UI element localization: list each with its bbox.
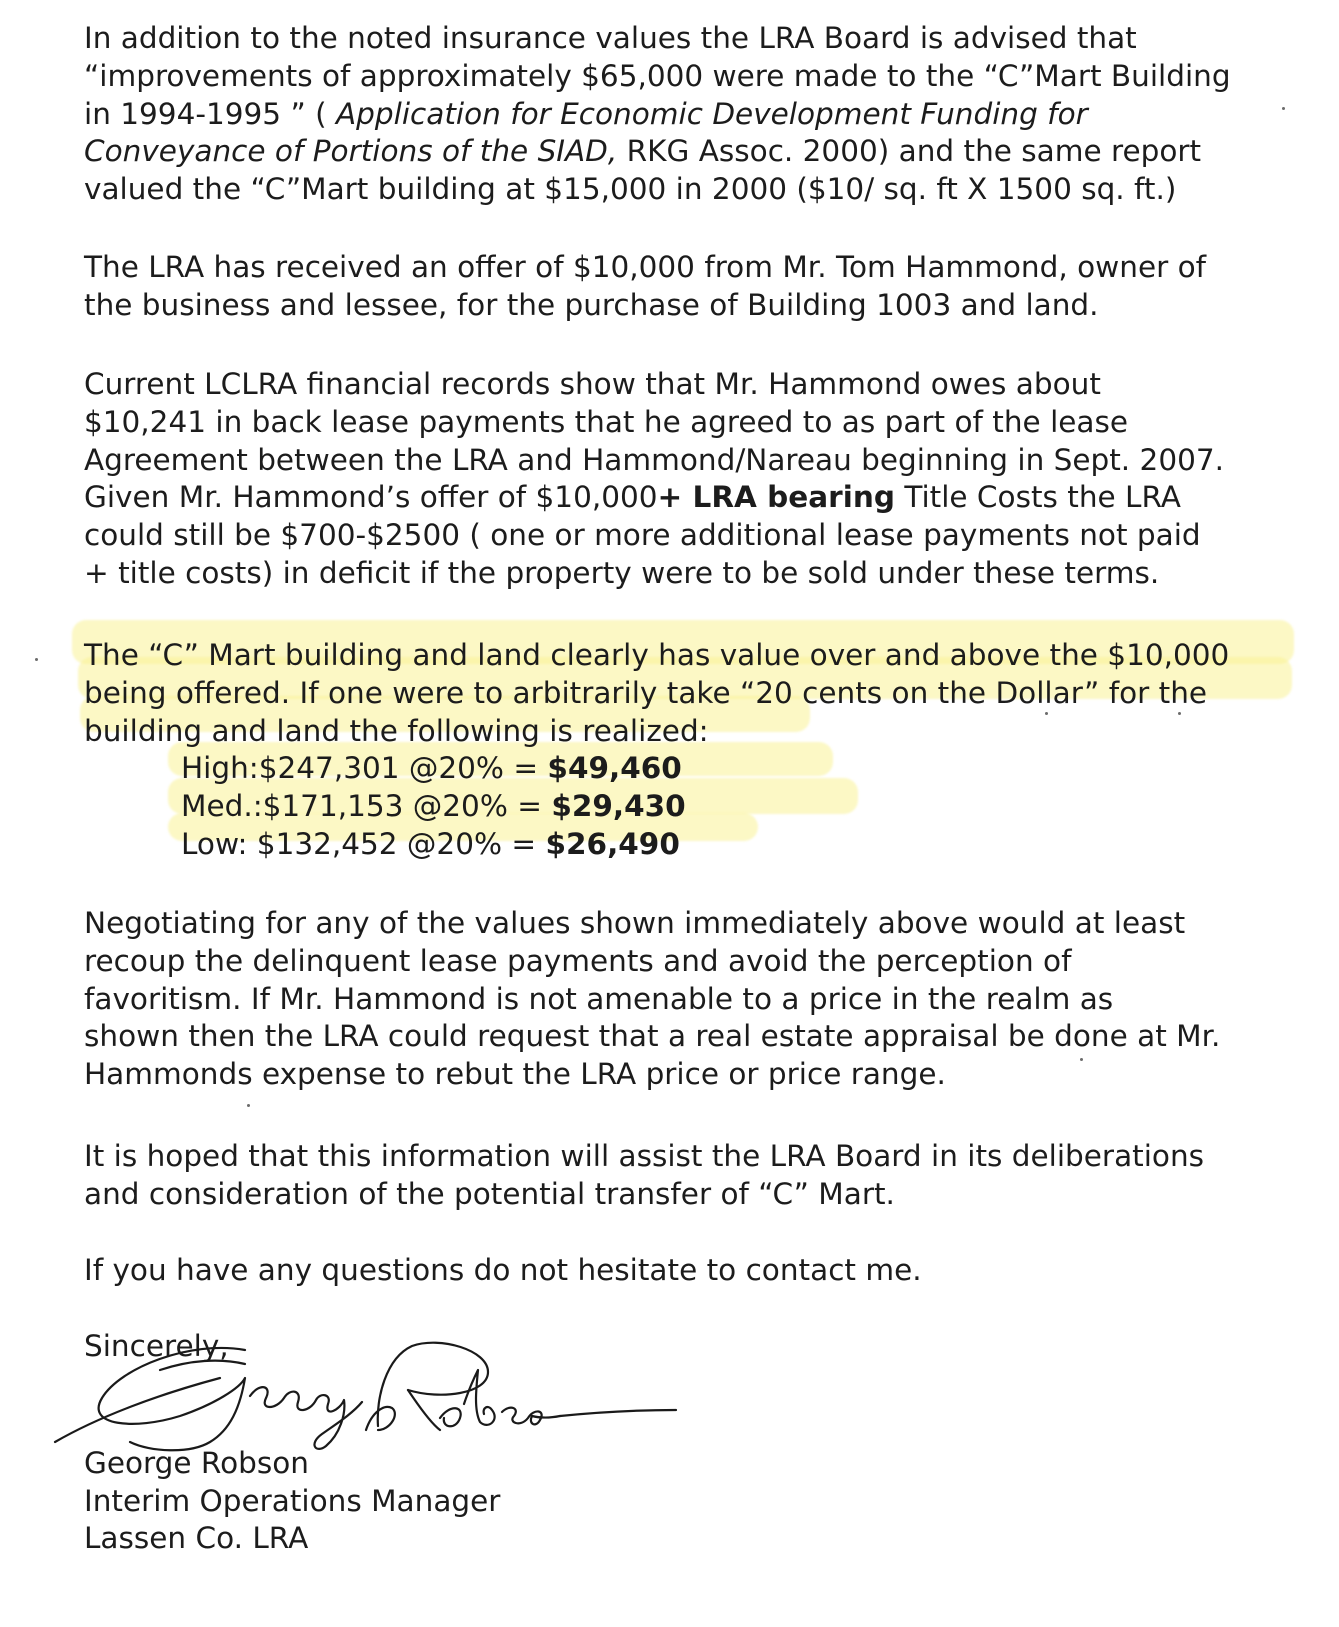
text-line — [84, 133, 1334, 171]
scan-speck — [1045, 712, 1048, 715]
signer-name: George Robson — [84, 1446, 309, 1480]
value-row-medium — [84, 788, 1334, 826]
bold-text: + LRA bearing — [657, 480, 895, 515]
text-line — [84, 96, 1334, 134]
paragraph-financial-records — [84, 366, 1334, 593]
text-line: “improvements of approximately $65,000 were made to the “C”Mart Building — [84, 58, 1231, 93]
signer-title: Interim Operations Manager — [84, 1483, 501, 1518]
paragraph-offer — [84, 249, 1334, 325]
value-result: $26,490 — [545, 826, 680, 861]
text-line: In addition to the noted insurance values the LRA Board is advised that — [84, 21, 1137, 55]
text-run: Title Costs the LRA — [894, 480, 1181, 515]
text-line: building and land the following is realized: — [84, 713, 709, 748]
text-run: RKG Assoc. 2000) and the same report — [617, 134, 1202, 169]
scan-speck — [1178, 712, 1181, 715]
text-line: shown then the LRA could request that a real estate appraisal be done at Mr. — [84, 1019, 1221, 1054]
paragraph-negotiation — [84, 905, 1334, 1094]
report-title-italic: Application for Economic Development Funding for — [336, 96, 1088, 131]
paragraph-insurance-values — [84, 20, 1334, 209]
text-line: Hammonds expense to rebut the LRA price or price range. — [84, 1057, 946, 1092]
text-line: could still be $700-$2500 ( one or more additional lease payments not paid — [84, 518, 1201, 553]
text-run: in 1994-1995 ” ( — [84, 96, 336, 131]
text-line: The LRA has received an offer of $10,000 from Mr. Tom Hammond, owner of — [84, 250, 1207, 284]
text-line: It is hoped that this information will assist the LRA Board in its deliberations — [84, 1139, 1205, 1173]
text-line: and consideration of the potential transfer of “C” Mart. — [84, 1176, 895, 1211]
value-label: Med.:$171,153 @20% = — [181, 789, 552, 824]
scan-speck — [247, 1104, 250, 1107]
text-line: $10,241 in back lease payments that he agreed to as part of the lease — [84, 404, 1129, 439]
text-line: the business and lessee, for the purchase of Building 1003 and land. — [84, 287, 1099, 322]
scan-speck — [1080, 1058, 1083, 1061]
value-result: $49,460 — [547, 751, 682, 786]
paragraph-contact — [84, 1252, 1334, 1290]
paragraph-hope — [84, 1138, 1334, 1214]
signature-block — [84, 1445, 1334, 1558]
value-result: $29,430 — [551, 789, 686, 824]
text-line: Sincerely, — [84, 1329, 229, 1363]
text-line: valued the “C”Mart building at $15,000 in 2000 ($10/ sq. ft X 1500 sq. ft.) — [84, 172, 1177, 207]
value-row-high — [84, 750, 1334, 788]
text-line: + title costs) in deficit if the property were to be sold under these terms. — [84, 555, 1160, 590]
text-line: Negotiating for any of the values shown immediately above would at least — [84, 906, 1186, 940]
text-line: The “C” Mart building and land clearly has value over and above the $10,000 — [84, 638, 1230, 672]
text-line: Agreement between the LRA and Hammond/Nareau beginning in Sept. 2007. — [84, 442, 1225, 477]
paragraph-value-estimate — [84, 637, 1334, 864]
value-row-low — [84, 826, 1334, 864]
report-title-italic: Conveyance of Portions of the SIAD, — [84, 134, 618, 169]
scan-speck — [1282, 107, 1285, 110]
text-line: recoup the delinquent lease payments and avoid the perception of — [84, 943, 1072, 978]
text-line: being offered. If one were to arbitrarily take “20 cents on the Dollar” for the — [84, 675, 1208, 710]
text-line: favoritism. If Mr. Hammond is not amenable to a price in the realm as — [84, 981, 1114, 1016]
text-line: If you have any questions do not hesitate to contact me. — [84, 1253, 922, 1287]
value-label: High:$247,301 @20% = — [181, 751, 548, 786]
text-line: Current LCLRA financial records show that Mr. Hammond owes about — [84, 367, 1101, 401]
value-label: Low: $132,452 @20% = — [181, 826, 546, 861]
text-line — [84, 479, 1334, 517]
scan-speck — [35, 658, 38, 661]
text-run: Given Mr. Hammond’s offer of $10,000 — [84, 480, 658, 515]
signer-organization: Lassen Co. LRA — [84, 1521, 309, 1555]
